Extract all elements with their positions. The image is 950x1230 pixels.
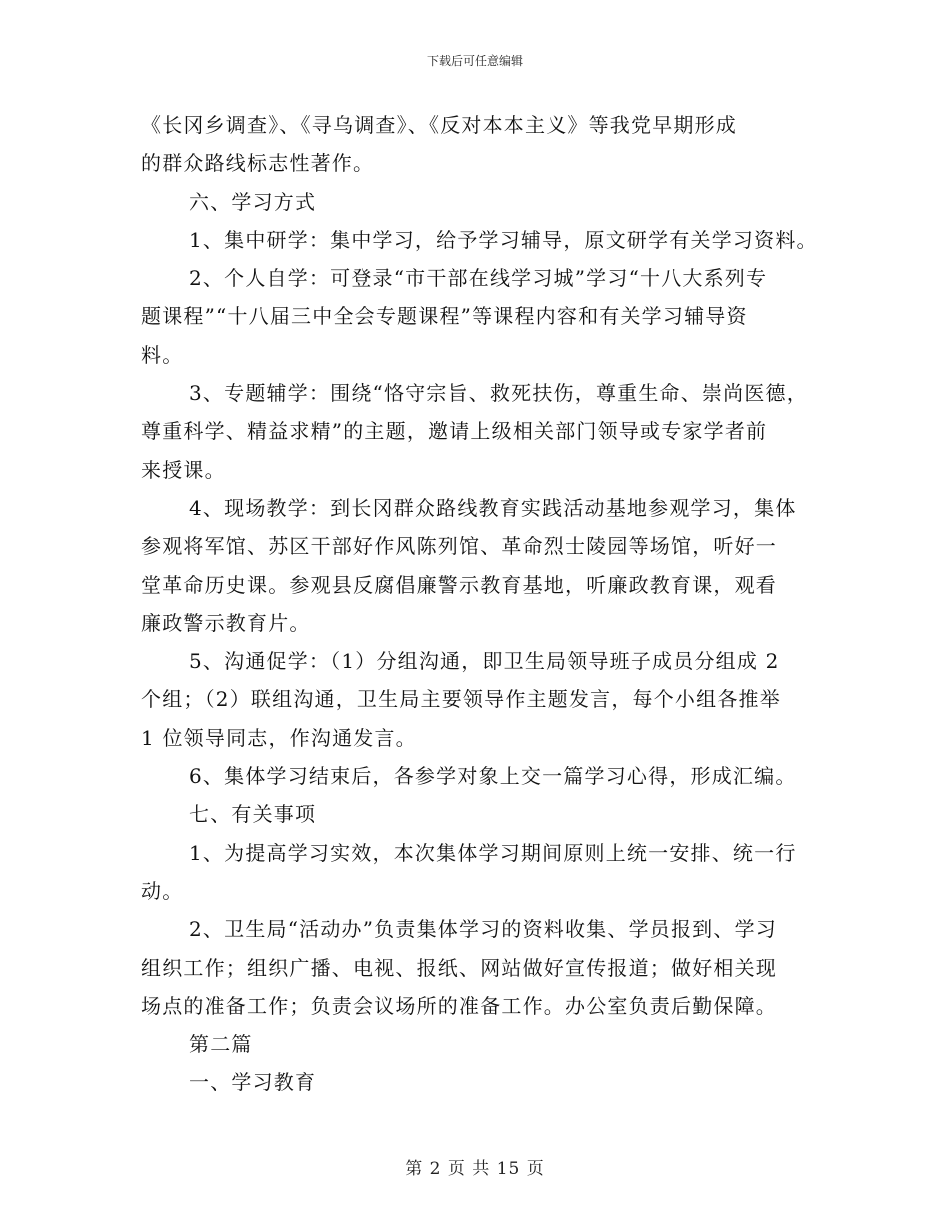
text-line: 个组；（2）联组沟通，卫生局主要领导作主题发言，每个小组各推举: [141, 687, 781, 712]
text-line: 题课程”“十八届三中全会专题课程”等课程内容和有关学习辅导资: [141, 304, 748, 329]
text-line: 七、有关事项: [189, 802, 317, 827]
text-line: 堂革命历史课。参观县反腐倡廉警示教育基地，听廉政教育课，观看: [141, 572, 777, 597]
text-line: 参观将军馆、苏区干部好作风陈列馆、革命烈士陵园等场馆，听好一: [141, 534, 777, 559]
text-line: 组织工作；组织广播、电视、报纸、网站做好宣传报道；做好相关现: [141, 955, 777, 980]
text-line: 尊重科学、精益求精”的主题，邀请上级相关部门领导或专家学者前: [141, 419, 768, 444]
text-line: 廉政警示教育片。: [141, 610, 311, 635]
text-line: 六、学习方式: [189, 189, 317, 214]
text-line: 来授课。: [141, 457, 226, 482]
text-line: 料。: [141, 342, 184, 367]
text-line: 3、专题辅学：围绕“恪守宗旨、救死扶伤，尊重生命、崇尚医德，: [189, 381, 808, 406]
text-line: 《长冈乡调查》、《寻乌调查》、《反对本本主义》等我党早期形成: [141, 113, 737, 137]
page-header: 下载后可任意编辑: [426, 54, 523, 68]
text-line: 动。: [141, 878, 184, 903]
page-number: 第 2 页 共 15 页: [405, 1159, 545, 1179]
text-line: 一、学习教育: [189, 1070, 317, 1095]
text-line: 1、集中研学：集中学习，给予学习辅导，原文研学有关学习资料。: [189, 227, 818, 252]
text-line: 1、为提高学习实效，本次集体学习期间原则上统一安排、统一行: [189, 840, 797, 865]
text-line: 场点的准备工作；负责会议场所的准备工作。办公室负责后勤保障。: [141, 993, 777, 1018]
text-line: 2、卫生局“活动办”负责集体学习的资料收集、学员报到、学习: [189, 917, 777, 942]
text-line: 的群众路线标志性著作。: [141, 151, 375, 176]
text-line: 1 位领导同志，作沟通发言。: [141, 725, 417, 750]
document-body: [141, 106, 821, 1102]
text-line: 2、个人自学：可登录“市干部在线学习城”学习“十八大系列专: [189, 266, 768, 291]
text-line: 第二篇: [189, 1032, 253, 1057]
text-line: 4、现场教学：到长冈群众路线教育实践活动基地参观学习，集体: [189, 495, 797, 520]
text-line: 5、沟通促学：（1）分组沟通，即卫生局领导班子成员分组成 2: [189, 649, 780, 674]
text-line: 6、集体学习结束后，各参学对象上交一篇学习心得，形成汇编。: [189, 764, 797, 789]
